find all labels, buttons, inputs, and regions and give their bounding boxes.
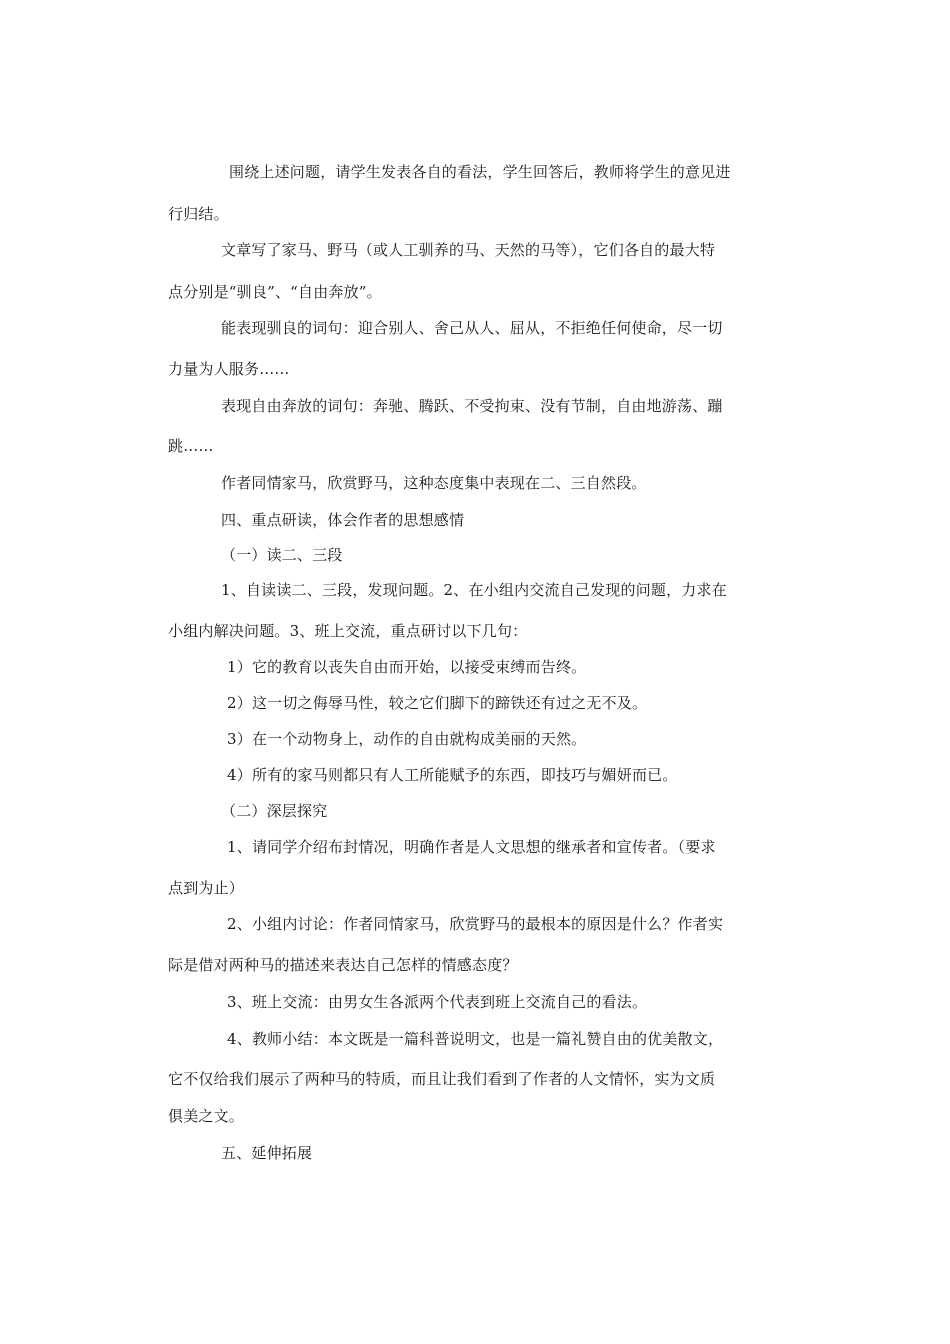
paragraph-line: 能表现驯良的词句：迎合别人、舍己从人、屈从，不拒绝任何使命，尽一切: [221, 319, 723, 337]
paragraph-line: 4、教师小结：本文既是一篇科普说明文，也是一篇礼赞自由的优美散文，: [227, 1030, 724, 1048]
paragraph-line: 俱美之文。: [168, 1107, 245, 1125]
paragraph-line: 作者同情家马，欣赏野马，这种态度集中表现在二、三自然段。: [221, 474, 647, 492]
paragraph-line: 2、小组内讨论：作者同情家马，欣赏野马的最根本的原因是什么？作者实: [227, 915, 724, 933]
paragraph-line: 行归结。: [168, 205, 229, 223]
paragraph-line: 小组内解决问题。3、班上交流，重点研讨以下几句：: [168, 622, 528, 640]
subsection-heading: （二）深层探究: [221, 802, 328, 820]
paragraph-line: 际是借对两种马的描述来表达自己怎样的情感态度？: [168, 956, 518, 974]
paragraph-line: 表现自由奔放的词句：奔驰、腾跃、不受拘束、没有节制，自由地游荡、蹦: [221, 397, 723, 415]
paragraph-line: 力量为人服务……: [168, 360, 290, 378]
paragraph-line: 点到为止）: [168, 879, 245, 897]
paragraph-line: 围绕上述问题，请学生发表各自的看法，学生回答后，教师将学生的意见进: [229, 163, 731, 181]
paragraph-line: 点分别是“驯良”、“自由奔放”。: [168, 283, 382, 301]
section-heading: 四、重点研读，体会作者的思想感情: [221, 511, 465, 529]
paragraph-line: 跳……: [168, 437, 214, 455]
paragraph-line: 3、班上交流：由男女生各派两个代表到班上交流自己的看法。: [227, 993, 648, 1011]
list-item: 3）在一个动物身上，动作的自由就构成美丽的天然。: [227, 730, 587, 748]
paragraph-line: 1、自读读二、三段，发现问题。2、在小组内交流自己发现的问题，力求在: [221, 581, 727, 599]
list-item: 4）所有的家马则都只有人工所能赋予的东西，即技巧与媚妍而已。: [227, 766, 678, 784]
paragraph-line: 文章写了家马、野马（或人工驯养的马、天然的马等），它们各自的最大特: [221, 241, 716, 259]
paragraph-line: 1、请同学介绍布封情况，明确作者是人文思想的继承者和宣传者。（要求: [227, 838, 716, 856]
subsection-heading: （一）读二、三段: [221, 546, 343, 564]
list-item: 1）它的教育以丧失自由而开始，以接受束缚而告终。: [227, 658, 587, 676]
paragraph-line: 它不仅给我们展示了两种马的特质，而且让我们看到了作者的人文情怀，实为文质: [168, 1070, 716, 1088]
section-heading: 五、延伸拓展: [221, 1144, 313, 1162]
list-item: 2）这一切之侮辱马性，较之它们脚下的蹄铁还有过之无不及。: [227, 694, 648, 712]
